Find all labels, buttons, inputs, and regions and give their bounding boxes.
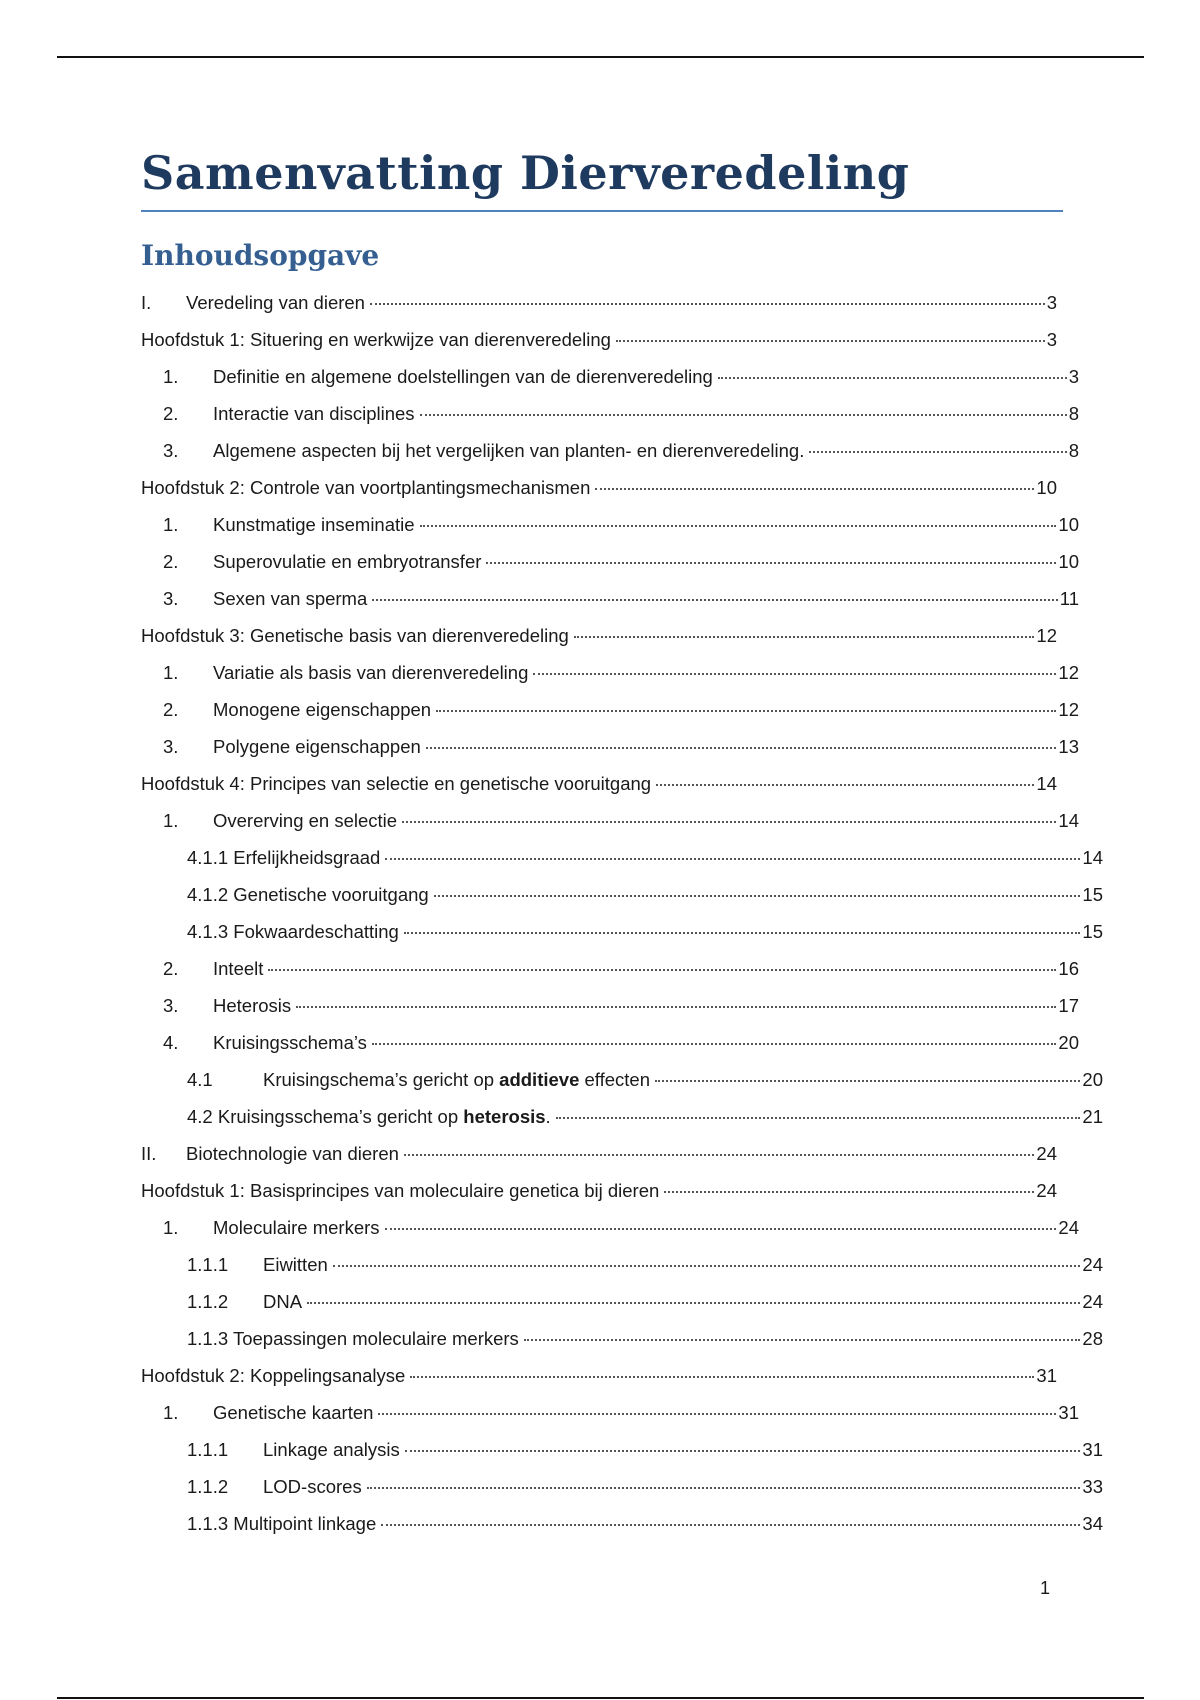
toc-page: 10 (1058, 551, 1079, 572)
toc-leader (296, 1006, 1056, 1008)
page-content (141, 140, 1103, 1534)
toc-page: 14 (1036, 773, 1057, 794)
toc-entry-chapter[interactable] (141, 1365, 1057, 1391)
toc-number: 1.1.2 (187, 1291, 229, 1312)
toc-entry-part-2[interactable] (141, 1143, 1057, 1169)
toc-text (263, 1069, 653, 1091)
toc-text: Hoofdstuk 1: Situering en werkwijze van dierenveredeling (141, 329, 611, 350)
toc-page: 24 (1082, 1291, 1103, 1312)
toc-leader (486, 562, 1056, 564)
toc-leader (402, 821, 1056, 823)
toc-number: 1. (163, 1402, 179, 1423)
toc-page: 12 (1058, 662, 1079, 683)
toc-text: Variatie als basis van dierenveredeling (213, 662, 529, 683)
toc-leader (378, 1413, 1056, 1415)
toc-entry-chapter[interactable] (141, 625, 1057, 651)
toc-text-emphasis: heterosis (463, 1106, 546, 1127)
toc-text: LOD-scores (263, 1476, 362, 1497)
page-number: 1 (1040, 1578, 1051, 1598)
top-rule (57, 56, 1144, 58)
toc-text: DNA (263, 1291, 303, 1312)
toc-leader (405, 1450, 1081, 1452)
toc-number: 1. (163, 1217, 179, 1238)
toc-leader (372, 599, 1058, 601)
toc-text: Polygene eigenschappen (213, 736, 421, 757)
toc-text: 4.1.1 Erfelijkheidsgraad (187, 847, 381, 868)
toc-number: 1. (163, 366, 179, 387)
toc-leader (664, 1191, 1034, 1193)
toc-entry-section[interactable] (141, 366, 1079, 392)
toc-text-part: 4.2 Kruisingsschema’s gericht op (187, 1106, 464, 1127)
toc-page: 12 (1036, 625, 1057, 646)
toc-leader (333, 1265, 1081, 1267)
toc-number: 3. (163, 736, 179, 757)
toc-number: 1.1.1 (187, 1254, 229, 1275)
toc-leader (718, 377, 1067, 379)
toc-leader (381, 1524, 1080, 1526)
toc-leader (655, 1080, 1080, 1082)
toc-page: 31 (1082, 1439, 1103, 1460)
toc-leader (616, 340, 1045, 342)
toc-number: 3. (163, 440, 179, 461)
toc-entry-section[interactable] (141, 440, 1079, 466)
toc-page: 10 (1036, 477, 1057, 498)
toc-page: 20 (1082, 1069, 1103, 1090)
toc-number: 1.1.2 (187, 1476, 229, 1497)
toc-page: 24 (1036, 1143, 1057, 1164)
toc-text-part: . (545, 1106, 551, 1127)
toc-number: 2. (163, 551, 179, 572)
toc-page: 31 (1058, 1402, 1079, 1423)
toc-leader (307, 1302, 1080, 1304)
toc-page: 15 (1082, 921, 1103, 942)
toc-leader (385, 1228, 1057, 1230)
toc-text: 4.1.3 Fokwaardeschatting (187, 921, 399, 942)
toc-text: Kruisingsschema’s (213, 1032, 367, 1053)
toc-text: Heterosis (213, 995, 292, 1016)
toc-entry-subsection[interactable] (141, 847, 1103, 873)
toc-leader (372, 1043, 1057, 1045)
toc-text: Kunstmatige inseminatie (213, 514, 415, 535)
toc-number: 4. (163, 1032, 179, 1053)
toc-page: 34 (1082, 1513, 1103, 1534)
toc-page: 24 (1036, 1180, 1057, 1201)
toc-number: 4.1 (187, 1069, 213, 1090)
toc-text: Superovulatie en embryotransfer (213, 551, 482, 572)
toc-number: 1.1.1 (187, 1439, 229, 1460)
toc-leader (809, 451, 1066, 453)
toc-entry-subsection[interactable] (141, 1291, 1103, 1317)
toc-leader (404, 1154, 1035, 1156)
toc-entry-section[interactable] (141, 810, 1079, 836)
toc-entry-subsection[interactable] (141, 1254, 1103, 1280)
toc-entry-section[interactable] (141, 588, 1079, 614)
toc-text-part: Kruisingschema’s gericht op (263, 1069, 500, 1090)
toc-entry-section[interactable] (141, 662, 1079, 688)
toc-leader (524, 1339, 1081, 1341)
toc-entry-chapter[interactable] (141, 1180, 1057, 1206)
toc-leader (404, 932, 1081, 934)
toc-text: Hoofdstuk 2: Koppelingsanalyse (141, 1365, 406, 1386)
toc-page: 12 (1058, 699, 1079, 720)
toc-text: Veredeling van dieren (186, 292, 365, 313)
toc-entry-section[interactable] (141, 699, 1079, 725)
toc-page: 3 (1068, 366, 1079, 387)
toc-entry-subsection[interactable] (141, 1439, 1103, 1465)
toc-text-part: effecten (579, 1069, 651, 1090)
title-underline (141, 210, 1063, 212)
toc-leader (656, 784, 1034, 786)
toc-page: 24 (1082, 1254, 1103, 1275)
toc-text: Eiwitten (263, 1254, 328, 1275)
toc-entry-section[interactable] (141, 1402, 1079, 1428)
toc-entry-section[interactable] (141, 1217, 1079, 1243)
toc-entry-subsection[interactable] (141, 884, 1103, 910)
toc-page: 17 (1058, 995, 1079, 1016)
toc-heading: Inhoudsopgave (141, 239, 380, 272)
toc-entry-chapter[interactable] (141, 329, 1057, 355)
toc-entry-section[interactable] (141, 551, 1079, 577)
toc-text: Interactie van disciplines (213, 403, 415, 424)
toc-text: Linkage analysis (263, 1439, 400, 1460)
toc-leader (420, 525, 1057, 527)
toc-entry-subsection[interactable] (141, 921, 1103, 947)
toc-leader (533, 673, 1056, 675)
toc-page: 24 (1058, 1217, 1079, 1238)
toc-entry-chapter[interactable] (141, 477, 1057, 503)
toc-number: 1. (163, 514, 179, 535)
toc-page: 11 (1059, 588, 1079, 609)
toc-page: 20 (1058, 1032, 1079, 1053)
toc-page: 21 (1082, 1106, 1103, 1127)
toc-leader (574, 636, 1035, 638)
toc-entry-subsection[interactable] (141, 1069, 1103, 1095)
toc-text-emphasis: additieve (499, 1069, 580, 1090)
toc-text: Inteelt (213, 958, 264, 979)
toc-leader (268, 969, 1056, 971)
toc-page: 33 (1082, 1476, 1103, 1497)
toc-entry-section[interactable] (141, 403, 1079, 429)
toc-text: Hoofdstuk 3: Genetische basis van dierenveredeling (141, 625, 569, 646)
toc-leader (367, 1487, 1081, 1489)
toc-text: Hoofdstuk 1: Basisprincipes van moleculaire genetica bij dieren (141, 1180, 660, 1201)
toc-page: 8 (1068, 440, 1079, 461)
toc-page: 3 (1046, 329, 1057, 350)
toc-number: 1. (163, 810, 179, 831)
toc-page: 16 (1058, 958, 1079, 979)
toc-page: 10 (1058, 514, 1079, 535)
toc-number: 2. (163, 958, 179, 979)
toc-number: 3. (163, 588, 179, 609)
toc-leader (385, 858, 1080, 860)
toc-page: 14 (1058, 810, 1079, 831)
toc-entry-subsection[interactable] (141, 1513, 1103, 1539)
toc-text: Algemene aspecten bij het vergelijken van planten- en dierenveredeling. (213, 440, 805, 461)
toc-text: Sexen van sperma (213, 588, 368, 609)
toc-text: Biotechnologie van dieren (186, 1143, 399, 1164)
toc-text: 4.1.2 Genetische vooruitgang (187, 884, 429, 905)
toc-page: 31 (1036, 1365, 1057, 1386)
bottom-rule (57, 1697, 1144, 1699)
toc-text: 1.1.3 Multipoint linkage (187, 1513, 377, 1534)
toc-page: 13 (1058, 736, 1079, 757)
toc-text: 1.1.3 Toepassingen moleculaire merkers (187, 1328, 519, 1349)
toc-entry-section[interactable] (141, 736, 1079, 762)
toc-leader (436, 710, 1056, 712)
toc-number: 2. (163, 403, 179, 424)
toc-text: Hoofdstuk 2: Controle van voortplantingsmechanismen (141, 477, 591, 498)
toc-entry-section[interactable] (141, 995, 1079, 1021)
toc-entry-section[interactable] (141, 958, 1079, 984)
toc-leader (426, 747, 1057, 749)
toc-entry-subsection[interactable] (141, 1476, 1103, 1502)
toc-page: 28 (1082, 1328, 1103, 1349)
toc-text (187, 1106, 554, 1128)
toc-text: Genetische kaarten (213, 1402, 374, 1423)
toc-entry-section[interactable] (141, 514, 1079, 540)
toc-number: 1. (163, 662, 179, 683)
toc-text: Monogene eigenschappen (213, 699, 432, 720)
toc-entry-subsection[interactable] (141, 1328, 1103, 1354)
toc-text: Definitie en algemene doelstellingen van de dierenveredeling (213, 366, 713, 387)
toc-number: I. (141, 292, 152, 313)
toc-leader (420, 414, 1067, 416)
toc-number: II. (141, 1143, 157, 1164)
toc-leader (434, 895, 1081, 897)
toc-page: 14 (1082, 847, 1103, 868)
toc-leader (556, 1117, 1081, 1119)
toc-leader (370, 303, 1045, 305)
toc-number: 3. (163, 995, 179, 1016)
toc-text: Moleculaire merkers (213, 1217, 380, 1238)
toc-entry-chapter[interactable] (141, 773, 1057, 799)
toc-leader (410, 1376, 1034, 1378)
document-title: Samenvatting Dierveredeling (141, 146, 910, 200)
toc-entry-subsection[interactable] (141, 1106, 1103, 1132)
toc-text: Overerving en selectie (213, 810, 398, 831)
toc-page: 15 (1082, 884, 1103, 905)
toc-text: Hoofdstuk 4: Principes van selectie en genetische vooruitgang (141, 773, 652, 794)
toc-number: 2. (163, 699, 179, 720)
toc-page: 8 (1068, 403, 1079, 424)
toc-page: 3 (1046, 292, 1057, 313)
toc-entry-part-1[interactable] (141, 292, 1057, 318)
toc-entry-section[interactable] (141, 1032, 1079, 1058)
toc-leader (595, 488, 1034, 490)
